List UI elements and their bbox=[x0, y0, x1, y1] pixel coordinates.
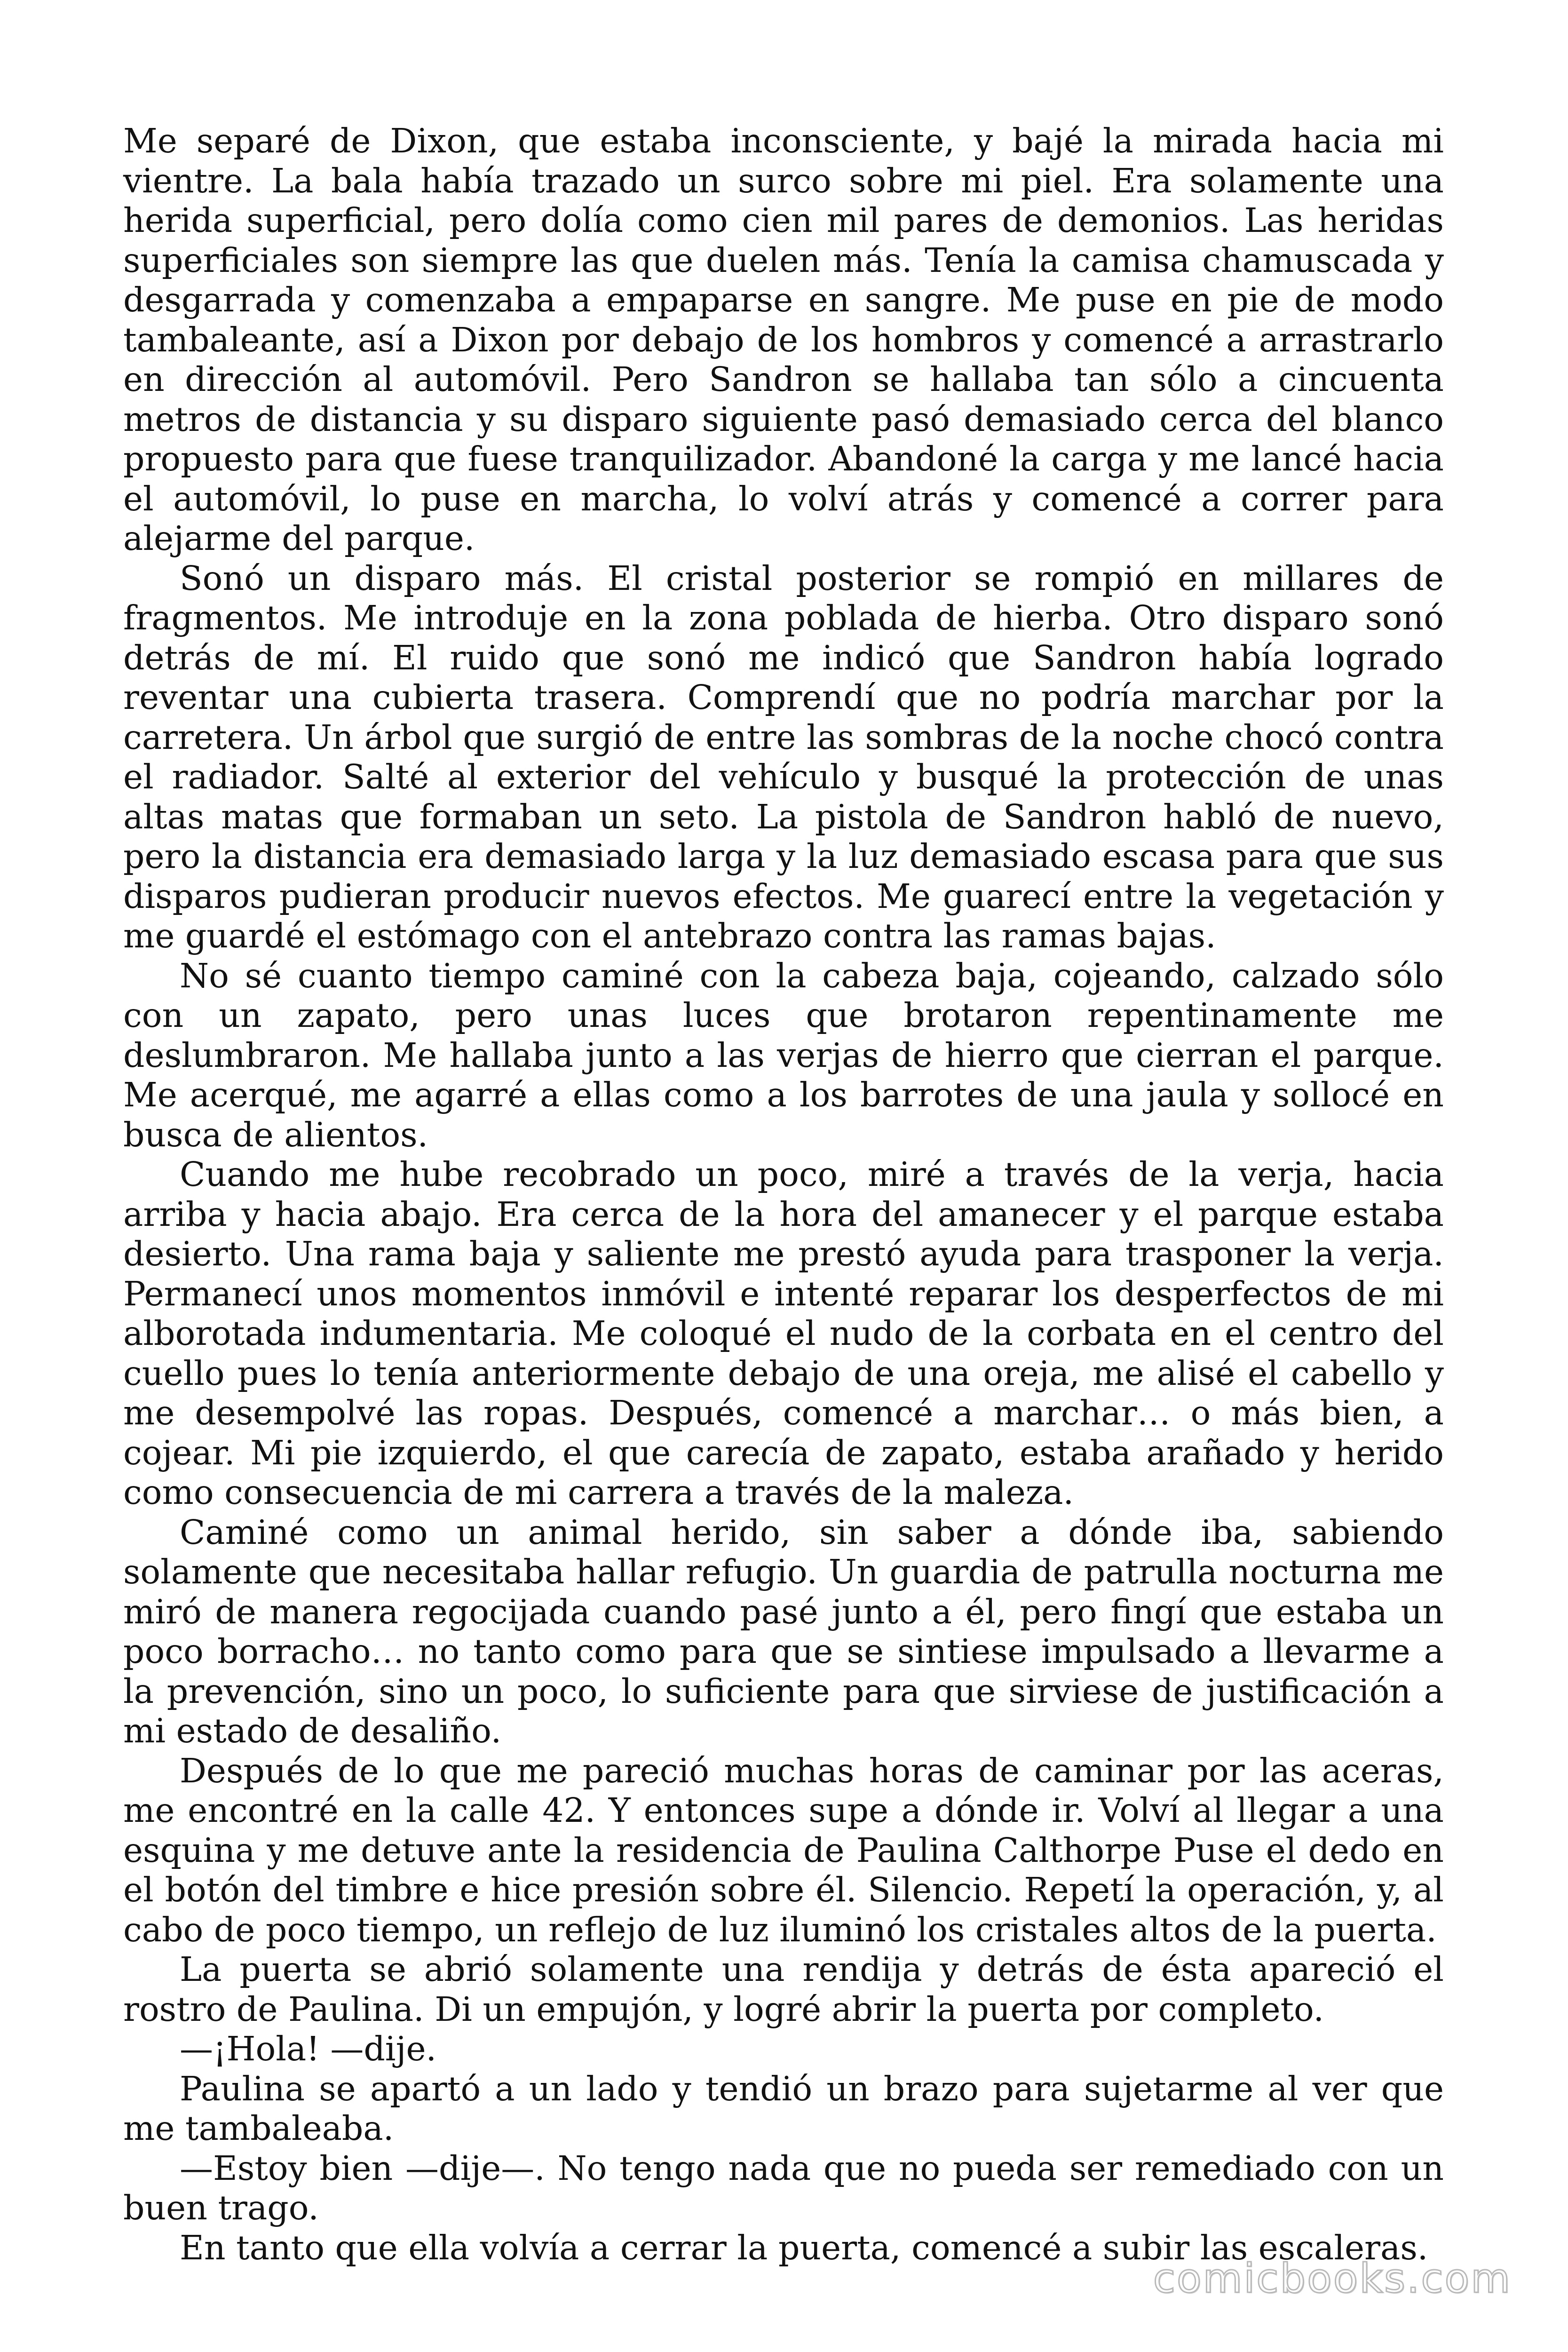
page-body bbox=[123, 121, 1444, 2268]
dialogue-line: —¡Hola! —dije. bbox=[180, 2029, 437, 2068]
paragraph: Paulina se apartó a un lado y tendió un brazo para sujetarme al ver que me tambaleaba. bbox=[123, 2069, 1444, 2148]
paragraph: Caminé como un animal herido, sin saber a dónde iba, sabiendo solamente que necesitaba hallar refugio. Un guardia de patrulla nocturna me miró de manera regocijada cuando pasé junto a él, pero fingí que estaba un poco borracho… no tanto como para que se sintiese impulsado a llevarme a la prevención, sino un poco, lo suficiente para que sirviese de justificación a mi estado de desaliño. bbox=[123, 1512, 1444, 1750]
watermark: comicbooks.com bbox=[1153, 2255, 1512, 2302]
paragraph: Cuando me hube recobrado un poco, miré a través de la verja, hacia arriba y hacia abajo. Era cerca de la hora del amanecer y el parque estaba desierto. Una rama baja y saliente me prestó ayuda para trasponer la verja. Permanecí unos momentos inmóvil e intenté reparar los desperfectos de mi alborotada indumentaria. Me coloqué el nudo de la corbata en el centro del cuello pues lo tenía anteriormente debajo de una oreja, me alisé el cabello y me desempolvé las ropas. Después, comencé a marchar… o más bien, a cojear. Mi pie izquierdo, el que carecía de zapato, estaba arañado y herido como consecuencia de mi carrera a través de la maleza. bbox=[123, 1155, 1444, 1512]
paragraph: En tanto que ella volvía a cerrar la puerta, comencé a subir las escaleras. bbox=[180, 2228, 1428, 2267]
paragraph: Me separé de Dixon, que estaba inconsciente, y bajé la mirada hacia mi vientre. La bala había trazado un surco sobre mi piel. Era solamente una herida superficial, pero dolía como cien mil pares de demonios. Las heridas superficiales son siempre las que duelen más. Tenía la camisa chamuscada y desgarrada y comenzaba a empaparse en sangre. Me puse en pie de modo tambaleante, así a Dixon por debajo de los hombros y comencé a arrastrarlo en dirección al automóvil. Pero Sandron se hallaba tan sólo a cincuenta metros de distancia y su disparo siguiente pasó demasiado cerca del blanco propuesto para que fuese tranquilizador. Abandoné la carga y me lancé hacia el automóvil, lo puse en marcha, lo volví atrás y comencé a correr para alejarme del parque. bbox=[123, 121, 1444, 558]
paragraph: Sonó un disparo más. El cristal posterior se rompió en millares de fragmentos. Me introduje en la zona poblada de hierba. Otro disparo sonó detrás de mí. El ruido que sonó me indicó que Sandron había logrado reventar una cubierta trasera. Comprendí que no podría marchar por la carretera. Un árbol que surgió de entre las sombras de la noche chocó contra el radiador. Salté al exterior del vehículo y busqué la protección de unas altas matas que formaban un seto. La pistola de Sandron habló de nuevo, pero la distancia era demasiado larga y la luz demasiado escasa para que sus disparos pudieran producir nuevos efectos. Me guarecí entre la vegetación y me guardé el estómago con el antebrazo contra las ramas bajas. bbox=[123, 558, 1444, 955]
paragraph: La puerta se abrió solamente una rendija y detrás de ésta apareció el rostro de Paulina. Di un empujón, y logré abrir la puerta por completo. bbox=[123, 1950, 1444, 2029]
paragraph: Después de lo que me pareció muchas horas de caminar por las aceras, me encontré en la calle 42. Y entonces supe a dónde ir. Volví al llegar a una esquina y me detuve ante la residencia de Paulina Calthorpe Puse el dedo en el botón del timbre e hice presión sobre él. Silencio. Repetí la operación, y, al cabo de poco tiempo, un reflejo de luz iluminó los cristales altos de la puerta. bbox=[123, 1751, 1444, 1949]
dialogue-line: —Estoy bien —dije—. No tengo nada que no pueda ser remediado con un buen trago. bbox=[123, 2148, 1444, 2227]
paragraph: No sé cuanto tiempo caminé con la cabeza baja, cojeando, calzado sólo con un zapato, pero unas luces que brotaron repentinamente me deslumbraron. Me hallaba junto a las verjas de hierro que cierran el parque. Me acerqué, me agarré a ellas como a los barrotes de una jaula y sollocé en busca de alientos. bbox=[123, 956, 1444, 1154]
